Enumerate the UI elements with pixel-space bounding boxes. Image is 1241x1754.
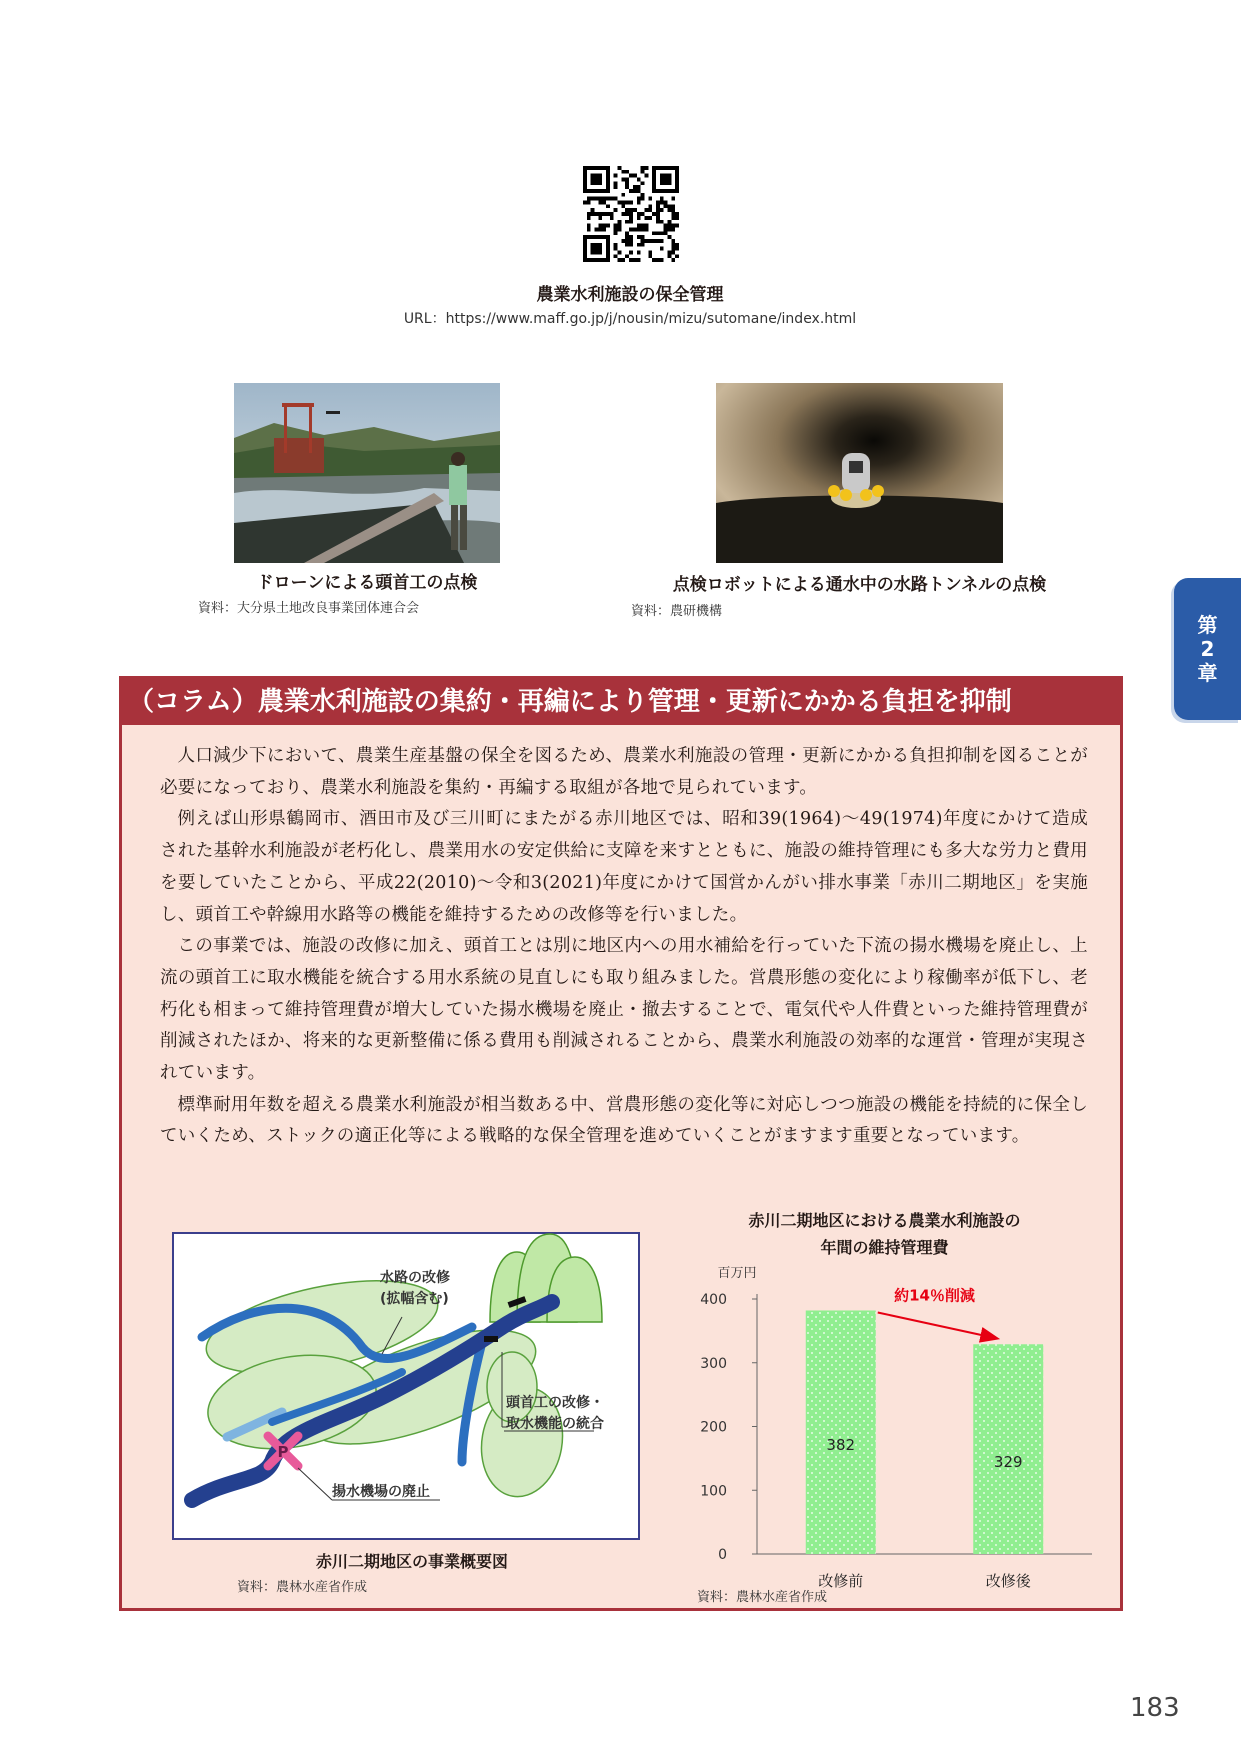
chart-y-tick-label: 100 [700,1483,727,1500]
chapter-tab[interactable] [1174,578,1241,720]
map-label-pump-abolish: 揚水機場の廃止 [332,1484,430,1500]
chart-y-tick-label: 0 [718,1547,727,1563]
pump-mark-label: P [277,1443,289,1461]
chart-data-label: 382 [826,1436,856,1455]
chart-unit-label: 百万円 [717,1266,757,1281]
drone-inspection-photo [234,383,500,563]
column-title: （コラム）農業水利施設の集約・再編により管理・更新にかかる負担を抑制 [122,679,1120,725]
chart-bar [806,1310,876,1554]
map-label-channel: 水路の改修 [380,1270,450,1286]
map-caption: 赤川二期地区の事業概要図 [315,1552,508,1571]
map-source: 資料：農林水産省作成 [237,1580,368,1595]
chart-y-tick-label: 300 [700,1355,727,1372]
chart-x-tick-label: 改修後 [985,1572,1031,1590]
chapter-tab-line2: 2 [1200,637,1215,661]
column-paragraph: 例えば山形県鶴岡市、酒田市及び三川町にまたがる赤川地区では、昭和39(1964)〜49(1974)年度にかけて造成された基幹水利施設が老朽化し、農業用水の安定供給に支障を来すとともに、施設の維持管理にも多大な労力と費用を要していたことから、平成22(2010)〜令和3(2021)年度にかけて国営かんがい排水事業「赤川二期地区」を実施し、頭首工や幹線用水路等の機能を維持するための改修等を行いました。 [160,809,1088,925]
column-paragraph: この事業では、施設の改修に加え、頭首工とは別に地区内への用水補給を行っていた下流の揚水機場を廃止し、上流の頭首工に取水機能を統合する用水系統の見直しにも取り組みました。営農形態の変化により稼働率が低下し、老朽化も相まって維持管理費が増大していた揚水機場を廃止・撤去することで、電気代や人件費といった維持管理費が削減されたほか、将来的な更新整備に係る費用も削減されることから、農業水利施設の効率的な運営・管理が実現されています。 [160,936,1088,1084]
chart-bar [973,1344,1043,1554]
chart-y-tick-label: 400 [700,1292,727,1308]
page-number: 183 [1130,1693,1180,1723]
column-box [119,676,1123,1611]
chart-annotation: 約14％削減 [894,1286,975,1305]
qr-url[interactable]: URL：https://www.maff.go.jp/j/nousin/mizu/sutomane/index.html [403,311,857,327]
chart-title [682,1207,1087,1261]
chart-title-line2: 年間の維持管理費 [820,1238,949,1257]
photo1-source: 資料：大分県土地改良事業団体連合会 [198,601,420,616]
project-overview-map [172,1232,640,1540]
map-label-channel-widen: (拡幅含む) [380,1291,449,1307]
chart-y-tick-label: 200 [700,1419,727,1436]
tunnel-robot-photo [716,383,1003,563]
chart-x-tick-label: 改修前 [818,1572,864,1590]
chapter-tab-line3: 章 [1197,661,1218,685]
qr-title: 農業水利施設の保全管理 [536,285,724,305]
column-body [160,741,1088,1153]
column-paragraph: 人口減少下において、農業生産基盤の保全を図るため、農業水利施設の管理・更新にかかる負担抑制を図ることが必要になっており、農業水利施設を集約・再編する取組が各地で見られています。 [160,746,1088,798]
map-label-headworks-integration: 取水機能の統合 [506,1416,604,1432]
map-label-headworks: 頭首工の改修・ [506,1395,604,1411]
qr-code[interactable] [583,166,679,262]
column-paragraph: 標準耐用年数を超える農業水利施設が相当数ある中、営農形態の変化等に対応しつつ施設の機能を持続的に保全していくため、ストックの適正化等による戦略的な保全管理を進めていくことがますます重要となっています。 [160,1094,1088,1147]
chart-data-label: 329 [993,1453,1023,1472]
maintenance-cost-chart [662,1259,1112,1590]
chart-reduction-arrow [878,1312,997,1338]
photo2-caption: 点検ロボットによる通水中の水路トンネルの点検 [672,575,1047,595]
chapter-tab-line1: 第 [1197,613,1218,637]
photo1-caption: ドローンによる頭首工の点検 [256,573,478,593]
chart-source: 資料：農林水産省作成 [697,1590,828,1605]
chart-title-line1: 赤川二期地区における農業水利施設の [748,1211,1021,1230]
photo2-source: 資料：農研機構 [631,604,723,619]
